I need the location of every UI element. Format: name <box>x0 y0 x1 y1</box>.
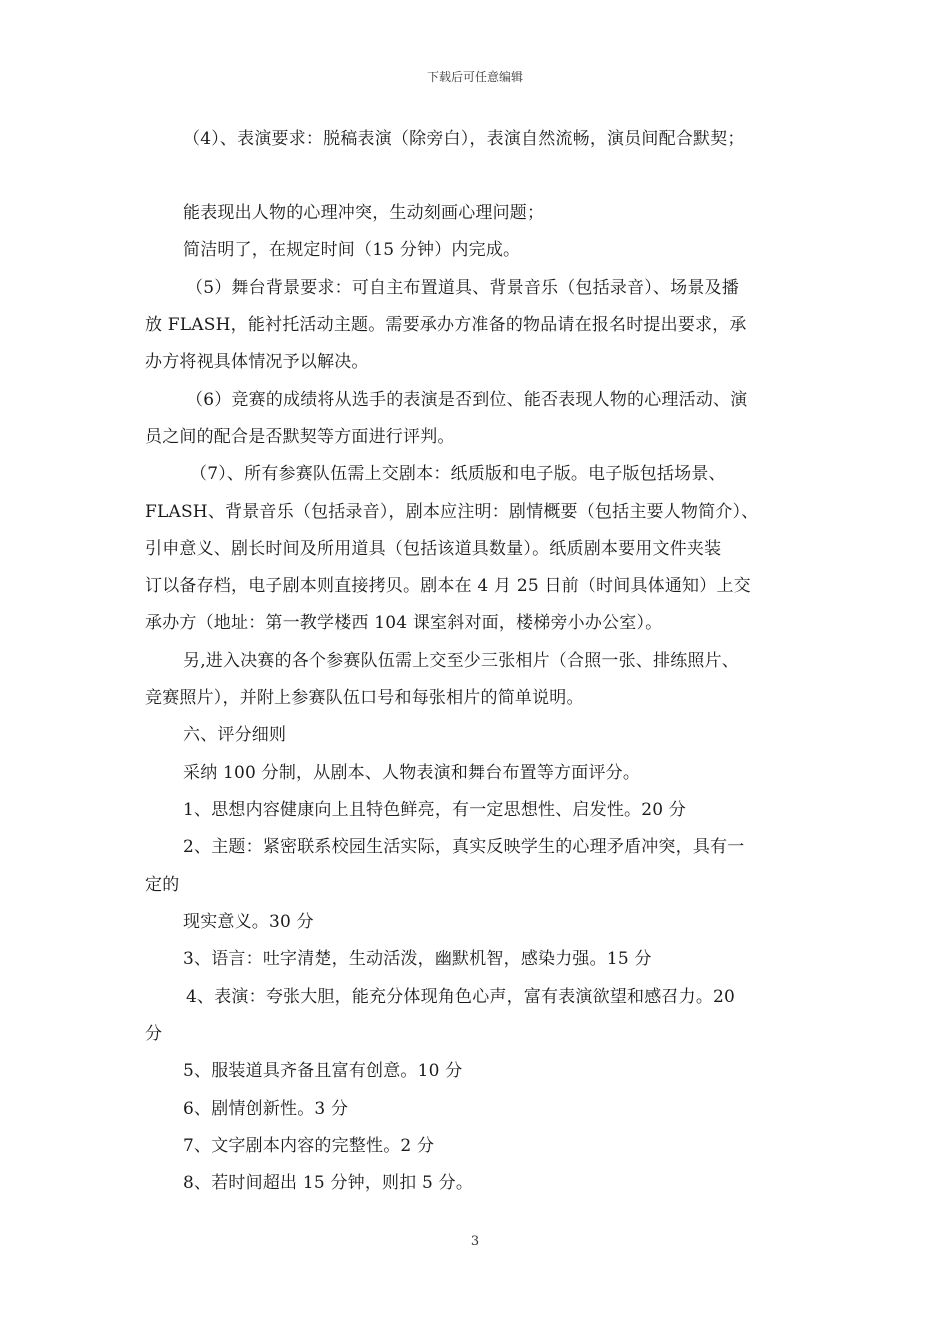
paragraph-line: 订以备存档，电子剧本则直接拷贝。剧本在 4 月 25 日前（时间具体通知）上交 <box>145 576 751 596</box>
paragraph-line: 放 FLASH，能衬托活动主题。需要承办方准备的物品请在报名时提出要求，承 <box>145 315 747 335</box>
paragraph-line: 能表现出人物的心理冲突，生动刻画心理问题； <box>183 203 545 223</box>
page-number: 3 <box>470 1234 480 1249</box>
list-item: 3、语言：吐字清楚，生动活泼，幽默机智，感染力强。15 分 <box>183 949 652 969</box>
list-item: 4、表演：夸张大胆，能充分体现角色心声，富有表演欲望和感召力。20 <box>186 987 736 1007</box>
list-item-continuation: 现实意义。30 分 <box>183 912 314 932</box>
paragraph-line: 员之间的配合是否默契等方面进行评判。 <box>145 427 455 447</box>
list-item-continuation: 分 <box>145 1024 163 1044</box>
list-item: 7、文字剧本内容的完整性。2 分 <box>183 1136 435 1156</box>
paragraph-line: （5）舞台背景要求：可自主布置道具、背景音乐（包括录音）、场景及播 <box>186 278 739 298</box>
paragraph-line: （4）、表演要求：脱稿表演（除旁白），表演自然流畅，演员间配合默契； <box>183 129 745 149</box>
list-item-continuation: 定的 <box>145 875 180 895</box>
paragraph-line: 引申意义、剧长时间及所用道具（包括该道具数量）。纸质剧本要用文件夹装 <box>145 539 722 559</box>
list-item: 6、剧情创新性。3 分 <box>183 1099 349 1119</box>
paragraph-line: （6）竞赛的成绩将从选手的表演是否到位、能否表现人物的心理活动、演 <box>186 390 748 410</box>
paragraph-line: 另,进入决赛的各个参赛队伍需上交至少三张相片（合照一张、排练照片、 <box>183 651 740 671</box>
list-item: 1、思想内容健康向上且特色鲜亮，有一定思想性、启发性。20 分 <box>183 800 687 820</box>
paragraph-line: 办方将视具体情况予以解决。 <box>145 352 369 372</box>
paragraph-line: （7）、所有参赛队伍需上交剧本：纸质版和电子版。电子版包括场景、 <box>190 464 726 484</box>
section-heading: 六、评分细则 <box>183 725 287 745</box>
paragraph-line: FLASH、背景音乐（包括录音），剧本应注明：剧情概要（包括主要人物简介）、 <box>145 502 759 522</box>
paragraph-line: 采纳 100 分制，从剧本、人物表演和舞台布置等方面评分。 <box>183 763 641 783</box>
list-item: 2、主题：紧密联系校园生活实际，真实反映学生的心理矛盾冲突，具有一 <box>183 837 745 857</box>
list-item: 8、若时间超出 15 分钟，则扣 5 分。 <box>183 1173 474 1193</box>
paragraph-line: 承办方（地址：第一教学楼西 104 课室斜对面，楼梯旁小办公室）。 <box>145 613 663 633</box>
paragraph-line: 简洁明了，在规定时间（15 分钟）内完成。 <box>183 240 521 260</box>
list-item: 5、服装道具齐备且富有创意。10 分 <box>183 1061 463 1081</box>
paragraph-line: 竞赛照片），并附上参赛队伍口号和每张相片的简单说明。 <box>145 688 584 708</box>
page-header: 下载后可任意编辑 <box>426 70 523 84</box>
